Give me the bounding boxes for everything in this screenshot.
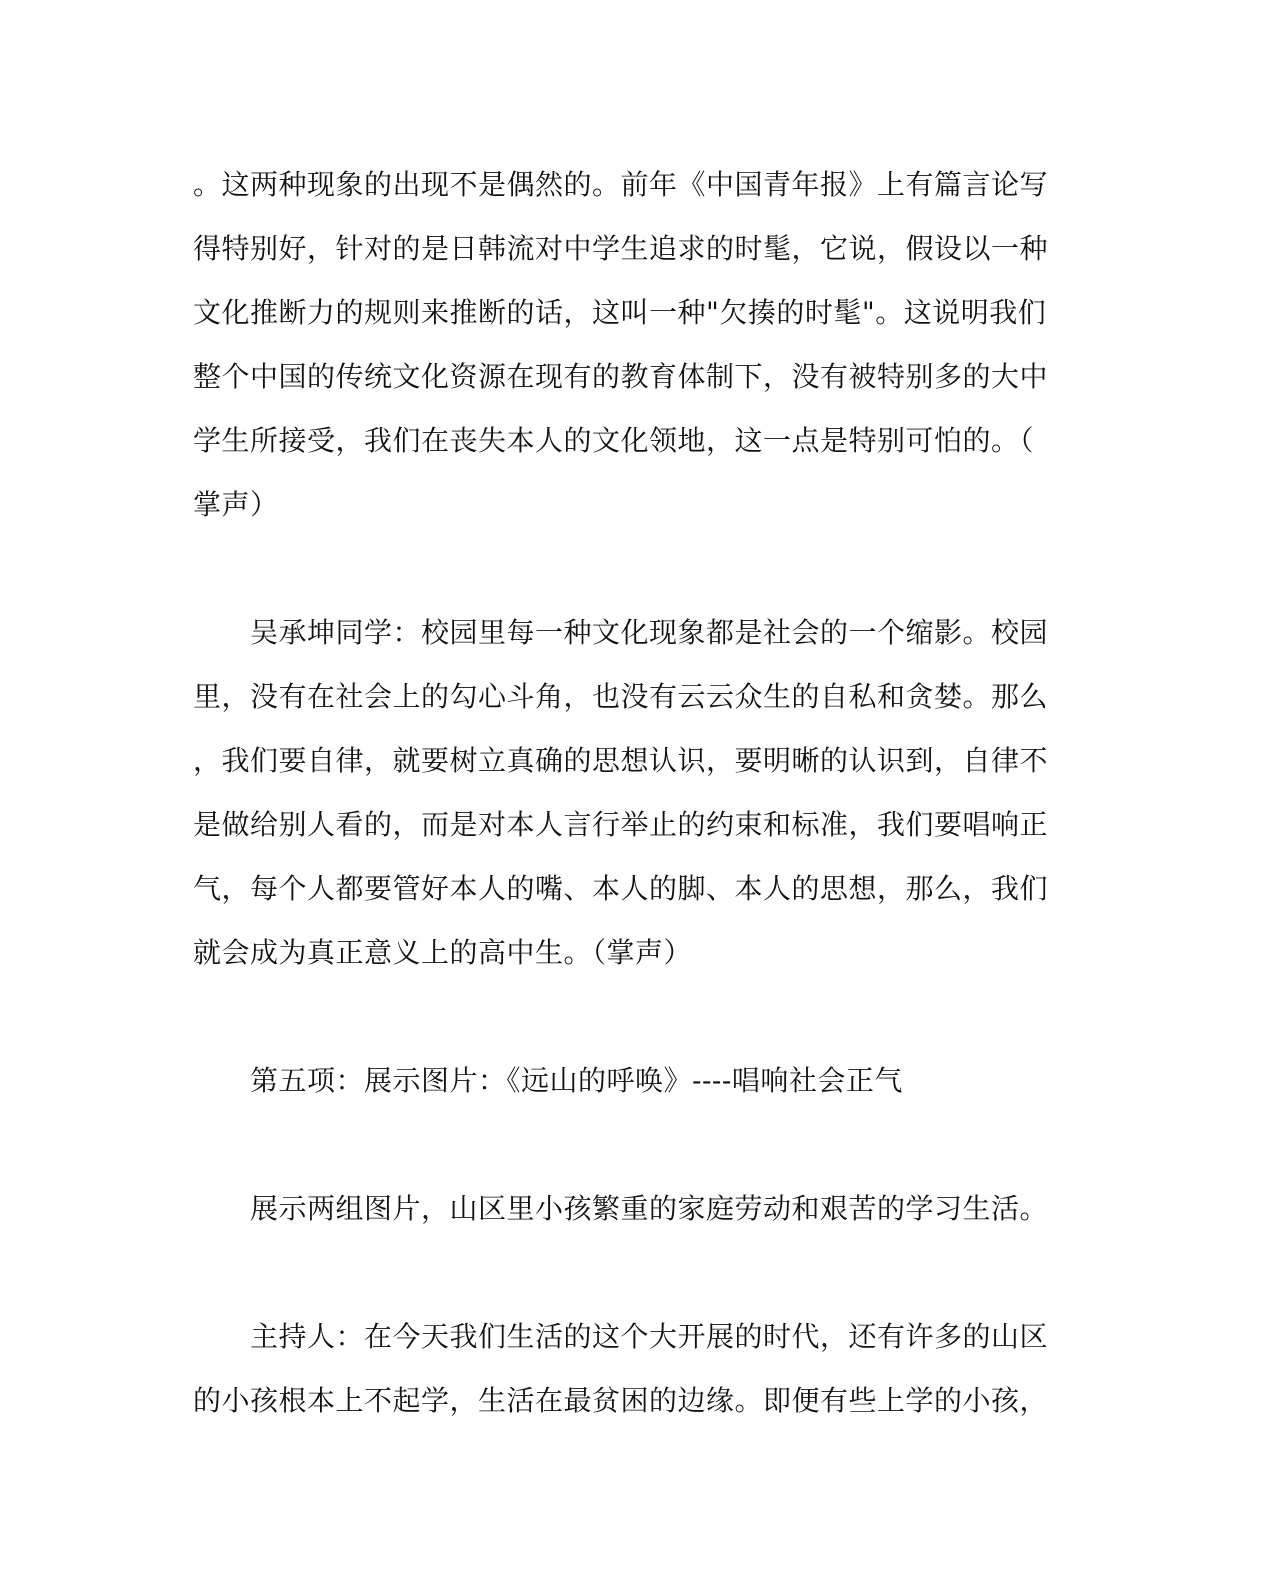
- paragraph-2-line-6: 就会成为真正意义上的高中生。（掌声）: [193, 936, 693, 969]
- paragraph-5-line-1: 主持人：在今天我们生活的这个大开展的时代，还有许多的山区: [250, 1320, 1049, 1353]
- paragraph-4-line-1: 展示两组图片，山区里小孩繁重的家庭劳动和艰苦的学习生活。: [250, 1192, 1049, 1225]
- paragraph-1-line-2: 得特别好，针对的是日韩流对中学生追求的时髦，它说，假设以一种: [193, 232, 1049, 265]
- paragraph-1-line-4: 整个中国的传统文化资源在现有的教育体制下，没有被特别多的大中: [193, 360, 1049, 393]
- paragraph-2-line-2: 里，没有在社会上的勾心斗角，也没有云云众生的自私和贪婪。那么: [193, 680, 1049, 713]
- paragraph-1-line-1: 。这两种现象的出现不是偶然的。前年《中国青年报》上有篇言论写: [193, 168, 1049, 201]
- section-heading-line: 第五项：展示图片：《远山的呼唤》----唱响社会正气: [250, 1064, 903, 1097]
- paragraph-1-line-5: 学生所接受，我们在丧失本人的文化领地，这一点是特别可怕的。（: [193, 424, 1035, 457]
- paragraph-5-line-2: 的小孩根本上不起学，生活在最贫困的边缘。即便有些上学的小孩，: [193, 1384, 1049, 1417]
- paragraph-1-line-6: 掌声）: [193, 488, 279, 521]
- paragraph-2-line-5: 气，每个人都要管好本人的嘴、本人的脚、本人的思想，那么，我们: [193, 872, 1049, 905]
- paragraph-2-line-1: 吴承坤同学：校园里每一种文化现象都是社会的一个缩影。校园: [250, 616, 1049, 649]
- paragraph-2-line-4: 是做给别人看的，而是对本人言行举止的约束和标准，我们要唱响正: [193, 808, 1049, 841]
- paragraph-2-line-3: ，我们要自律，就要树立真确的思想认识，要明晰的认识到，自律不: [193, 744, 1049, 777]
- paragraph-1-line-3: 文化推断力的规则来推断的话，这叫一种"欠揍的时髦"。这说明我们: [193, 296, 1047, 329]
